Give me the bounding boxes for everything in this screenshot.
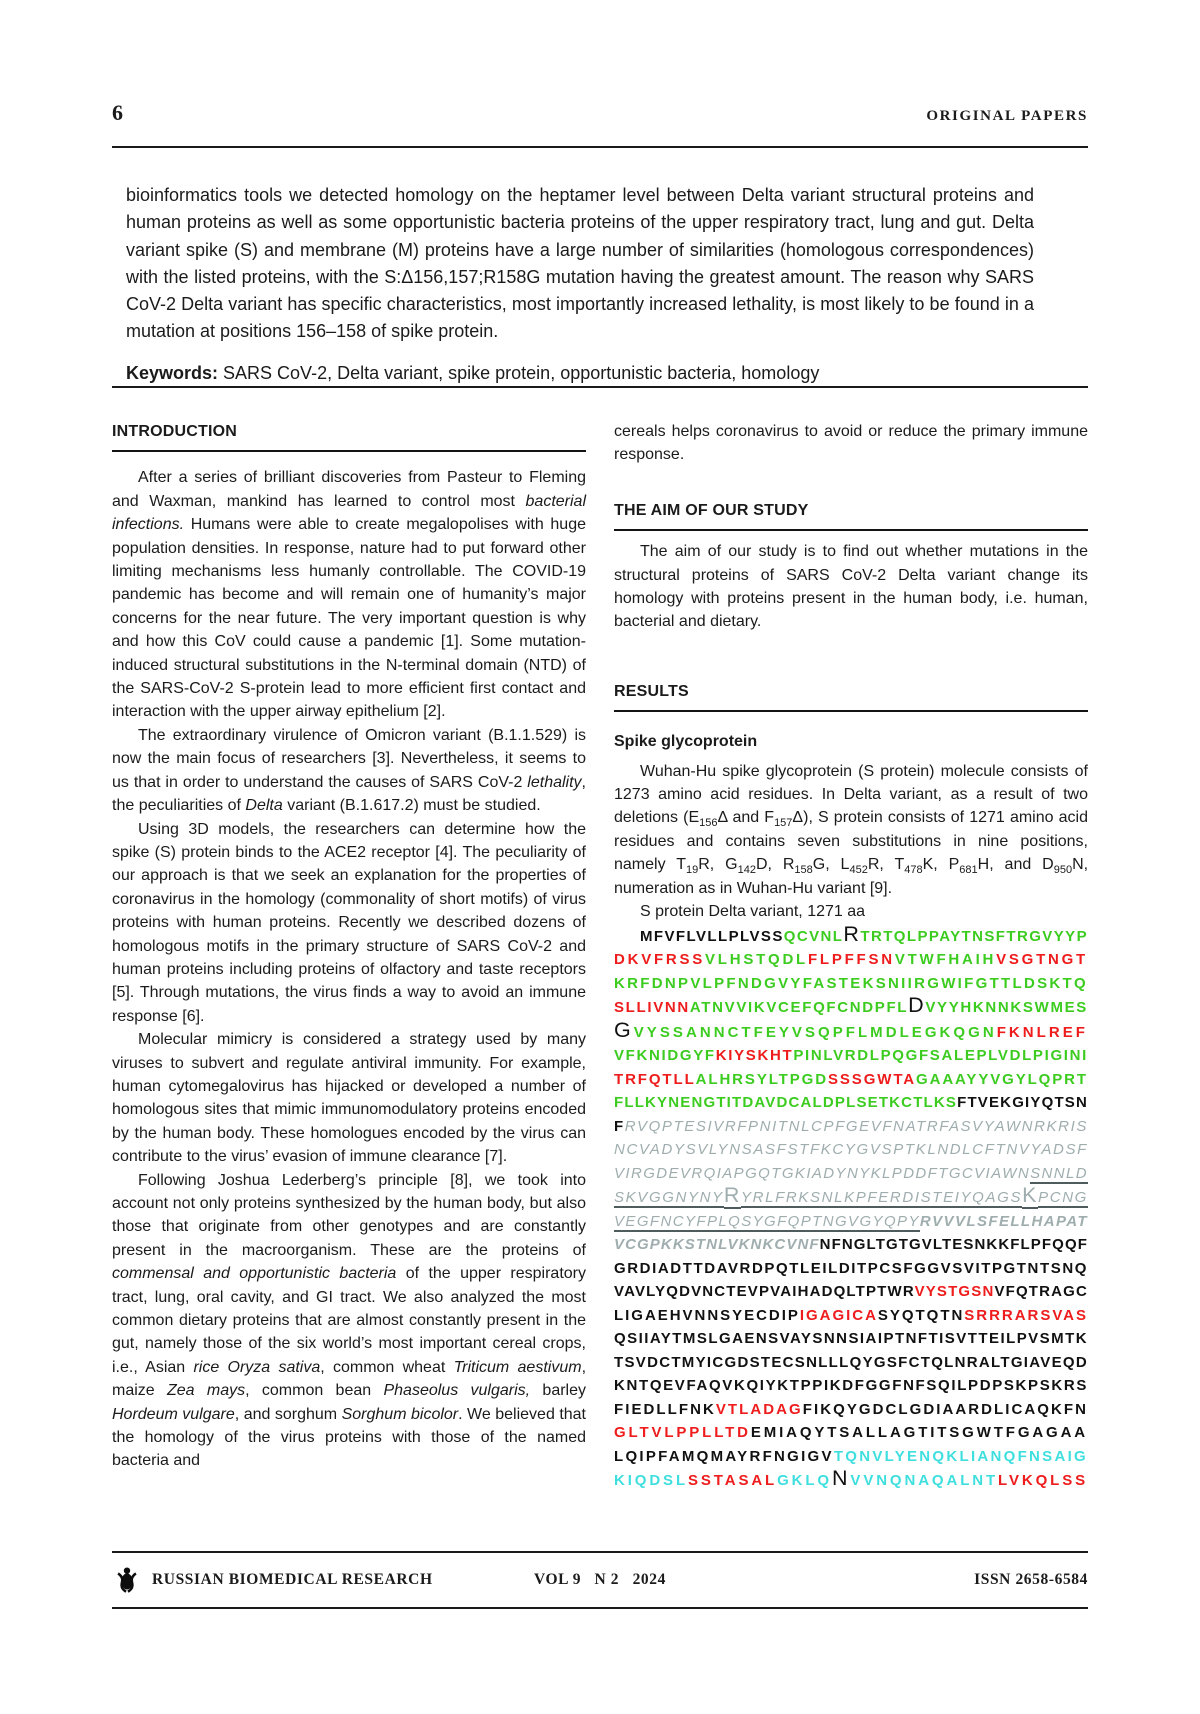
section-title-aim: THE AIM OF OUR STUDY (614, 499, 1088, 531)
subsection-title-spike: Spike glycoprotein (614, 733, 758, 751)
keywords-line (126, 360, 1034, 387)
section-title-introduction: INTRODUCTION (112, 420, 586, 452)
paragraph: The extraordinary virulence of Omicron variant (B.1.1.529) is now the main focus of researchers [3]. Nevertheless, it seems to us that in order to understand the causes of SARS CoV-2 lethality, the peculiarities of Delta variant (B.1.617.2) must be studied. (112, 726, 586, 815)
aim-paragraph: The aim of our study is to find out whether mutations in the structural proteins of SARS CoV-2 Delta variant change its homology with proteins present in the human body, i.e. human, bacterial and dietary. (614, 543, 1088, 631)
publisher-logo-icon (112, 1565, 142, 1595)
paragraph: Following Joshua Lederberg’s principle [8], we took into account not only proteins synthesized by the human body, but also those that originate from other genotypes and are constantly present in the macroorganism. These are the proteins of commensal and opportunistic bacteria of the upper respiratory tract, lung, oral cavity, and GI tract. We also analyzed the most common dietary proteins that are almost constantly present in the gut, namely those of the six world’s most important cereal crops, i.e., Asian rice Oryza sativa, common wheat Triticum aestivum, maize Zea mays, common bean Phaseolus vulgaris, barley Hordeum vulgare, and sorghum Sorghum bicolor. We believed that the homology of the virus proteins with those of the named bacteria and (112, 1171, 587, 1470)
page-number: 6 (112, 100, 123, 125)
page-footer (112, 1551, 1088, 1609)
keywords-label: Keywords: (126, 362, 219, 383)
spike-paragraph: Wuhan-Hu spike glycoprotein (S protein) molecule consists of 1273 amino acid residues. In Delta variant, as a result of two deletions ($E_{156}\Delta$ and $F_{157}\Delta$), S protein consists of 1271 amino acid residues and contains seven substitutions in nine positions, namely $T_{19}R$, $G_{142}D$, $R_{158}G$, $L_{452}R$, $T_{478}K$, $P_{681}H$, and $D_{950}N$, numeration as in Wuhan-Hu variant [9]. (614, 762, 1089, 897)
page-header (112, 100, 1088, 126)
header-rule (112, 146, 1088, 148)
keywords-text: SARS CoV-2, Delta variant, spike protein, opportunistic bacteria, homology (218, 362, 820, 383)
issn: ISSN 2658-6584 (974, 1571, 1089, 1588)
abstract-text: bioinformatics tools we detected homology on the heptamer level between Delta variant structural proteins and human proteins as well as some opportunistic bacteria proteins of the upper respiratory tract, lung and gut. Delta variant spike (S) and membrane (M) proteins have a large number of similarities (homologous correspondences) with the listed proteins, with the S:Δ156,157;R158G mutation having the greatest amount. The reason why SARS CoV-2 Delta variant has specific characteristics, most importantly increased lethality, is most likely to be found in a mutation at positions 156–158 of spike protein. (126, 185, 1034, 342)
footer-left (112, 1565, 534, 1595)
journal-name: RUSSIAN BIOMEDICAL RESEARCH (152, 1571, 433, 1588)
right-column (614, 420, 1088, 1493)
paragraph: Using 3D models, the researchers can determine how the spike (S) protein binds to the ACE2 receptor [4]. The peculiarity of our approach is that we seek an explanation for the properties of coronavirus in the homology (commonality of short motifs) of virus proteins with human proteins. Recently we described dozens of homologous motifs in the primary structure of SARS CoV-2 and human proteins including proteins of olfactory and taste receptors [5]. Through mutations, the virus finds a way to avoid an immune response [6]. (112, 820, 586, 1025)
sequence-caption: S protein Delta variant, 1271 aa (640, 903, 866, 921)
left-column (112, 420, 586, 1493)
abstract-section (126, 182, 1034, 387)
two-column-body (112, 420, 1088, 1493)
section-title-results: RESULTS (614, 680, 1088, 712)
paragraph: After a series of brilliant discoveries from Pasteur to Fleming and Waxman, mankind has learned to control most bacterial infections. Humans were able to create megalopolises with huge population densities. In response, nature had to put forward other limiting mechanisms less humanly controllable. The COVID-19 pandemic has become and will remain one of humanity’s major concerns for the near future. The very important question is why and how this CoV could cause a pandemic [1]. Some mutation-induced structural substitutions in the N-terminal domain (NTD) of the SARS-CoV-2 S-protein lead to more efficient first contact and interaction with the upper airway epithelium [2]. (112, 469, 586, 721)
protein-sequence: MFVFLVLLPLVSSQCVNLRTRTQLPPAYTNSFTRGVYYP DKVFRSSVLHSTQDLFLPFFSNVTWFHAIHVSGTNGT KRFDNPVLPFNDGVYFASTEKSNIIRGWIFGTTLDSKTQ SLLIVNNATNVVIKVCEFQFCNDPFLDVYYHKNNKSWMES GVYSSANNCTFEYVSQPFLMDLEGKQGNFKNLREF VFKNIDGYFKIYSKHTPINLVRDLPQGFSALEPLVDLPIGINI TRFQTLLALHRSYLTPGDSSSGWTAGAAAYYVGYLQPRT FLLKYNENGTITDAVDCALDPLSETKCTLKSFTVEKGIYQTSN FRVQPTESIVRFPNITNLCPFGEVFNATRFASVYAWNRKRIS NCVADYSVLYNSASFSTFKCYGVSPTKLNDLCFTNVYADSF VIRGDEVRQIAPGQTGKIADYNYKLPDDFTGCVIAWNSNNLD SKVGGNYNYRYRLFRKSNLKPFERDISTEIYQAGSKPCNG VEGFNCYFPLQSYGFQPTNGVGYQPYRVVVLSFELLHAPAT VCGPKKSTNLVKNKCVNFNFNGLTGTGVLTESNKKFLPFQQF GRDIADTTDAVRDPQTLEILDITPCSFGGVSVITPGTNTSNQ VAVLYQDVNCTEVPVAIHADQLTPTWRVYSTGSNVFQTRAGC LIGAEHVNNSYECDIPIGAGICASYQTQTNSRRRARSVAS QSIIAYTMSLGAENSVAYSNNSIAIPTNFTISVTTEILPVSMTK TSVDCTMYICGDSTECSNLLLQYGSFCTQLNRALTGIAVEQD KNTQEVFAQVKQIYKTPPIKDFGGFNFSQILPDPSKPSKRS FIEDLLFNKVTLADAGFIKQYGDCLGDIAARDLICAQKFN GLTVLPPLLTDEMIAQYTSALLAGTITSGWTFGAGAA LQIPFAMQMAYRFNGIGVTQNVLYENQKLIANQFNSAIG KIQDSLSSTASALGKLQNVVNQNAQALNTLVKQLSS (614, 921, 1089, 1490)
continuation-paragraph: cereals helps coronavirus to avoid or reduce the primary immune response. (614, 423, 1088, 464)
paragraph: Molecular mimicry is considered a strategy used by many viruses to subvert and regulate antiviral immunity. For example, human cytomegalovirus has hijacked or developed a number of homologous sites that mimic immunomodulatory proteins encoded by the human body. These homologues encoded by the virus can contribute to the virus’ evasion of immune clearance [7]. (112, 1031, 586, 1166)
running-title: ORIGINAL PAPERS (926, 108, 1088, 124)
abstract-rule (112, 386, 1088, 388)
volume-info: VOL 9 N 2 2024 (534, 1571, 666, 1588)
